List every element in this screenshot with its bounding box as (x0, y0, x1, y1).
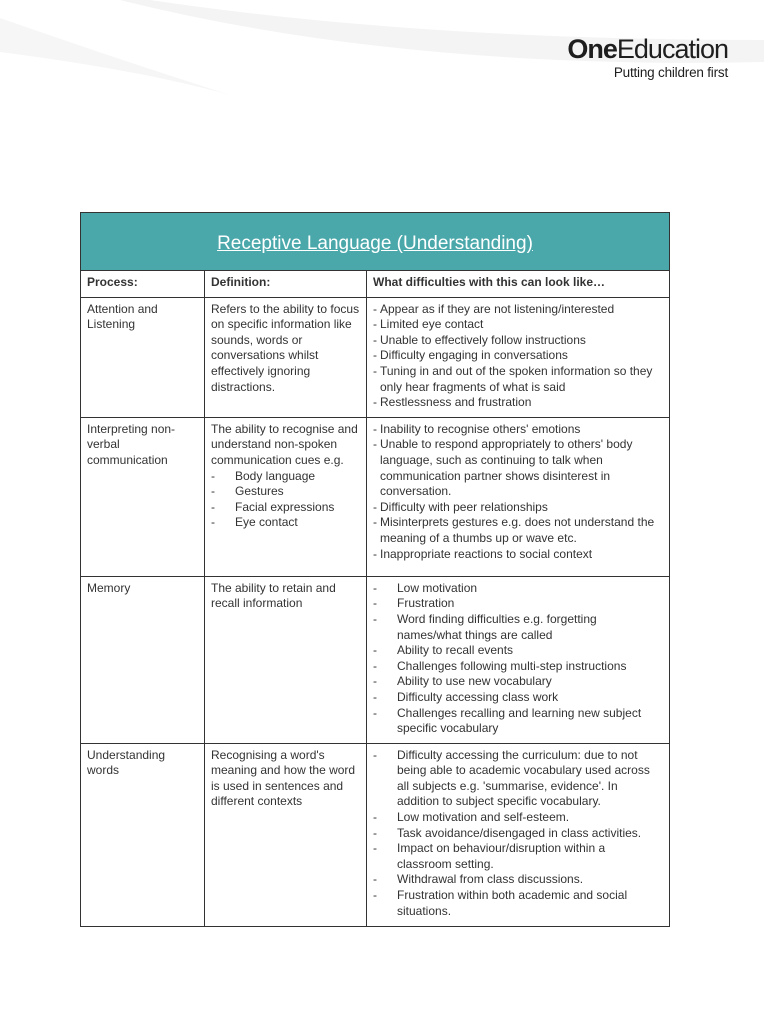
table-row (81, 297, 670, 417)
receptive-language-table (80, 212, 670, 927)
list-item: - Ability to use new vocabulary (373, 674, 663, 690)
list-item: - Challenges recalling and learning new subject specific vocabulary (373, 706, 663, 737)
list-item: - Difficulty accessing class work (373, 690, 663, 706)
list-item: - Gestures (211, 484, 360, 500)
definition-cell (205, 417, 367, 576)
definition-cell: Refers to the ability to focus on specific information like sounds, words or conversations whilst effectively ignoring distractions. (205, 297, 367, 417)
list-item: - Low motivation and self-esteem. (373, 810, 663, 826)
list-item: - Word finding difficulties e.g. forgetting names/what things are called (373, 612, 663, 643)
definition-cell: Recognising a word's meaning and how the word is used in sentences and different contexts (205, 743, 367, 926)
table-title-cell (81, 213, 670, 271)
table-row (81, 417, 670, 576)
process-cell: Understanding words (81, 743, 205, 926)
list-item: - Low motivation (373, 581, 663, 597)
list-item: - Withdrawal from class discussions. (373, 872, 663, 888)
list-item: - Limited eye contact (373, 317, 663, 333)
table-row (81, 743, 670, 926)
process-cell: Memory (81, 576, 205, 743)
list-item: - Body language (211, 469, 360, 485)
list-item: - Inappropriate reactions to social context (373, 547, 663, 563)
process-cell: Attention and Listening (81, 297, 205, 417)
list-item: - Unable to effectively follow instructions (373, 333, 663, 349)
list-item: - Frustration within both academic and social situations. (373, 888, 663, 919)
definition-text: The ability to recognise and understand non-spoken communication cues e.g. (211, 421, 358, 467)
definition-cell: The ability to retain and recall information (205, 576, 367, 743)
list-item: - Inability to recognise others' emotions (373, 422, 663, 438)
list-item: - Tuning in and out of the spoken information so they only hear fragments of what is said (373, 364, 663, 395)
table-title: Receptive Language (Understanding) (217, 233, 533, 255)
list-item: - Unable to respond appropriately to others' body language, such as continuing to talk when communication partner shows disinterest in conversation. (373, 437, 663, 499)
brand-logo (567, 34, 728, 80)
difficulties-cell (367, 743, 670, 926)
list-item: - Misinterprets gestures e.g. does not understand the meaning of a thumbs up or wave etc. (373, 515, 663, 546)
process-cell: Interpreting non-verbal communication (81, 417, 205, 576)
difficulties-cell (367, 297, 670, 417)
list-item: - Appear as if they are not listening/interested (373, 302, 663, 318)
list-item: - Difficulty accessing the curriculum: due to not being able to academic vocabulary used across all subjects e.g. 'summarise, evidence'. In addition to subject specific vocabulary. (373, 748, 663, 810)
list-item: - Difficulty with peer relationships (373, 500, 663, 516)
list-item: - Frustration (373, 596, 663, 612)
brand-tagline: Putting children first (613, 65, 728, 80)
header-definition: Definition: (205, 271, 367, 298)
list-item: - Eye contact (211, 515, 360, 531)
list-item: - Ability to recall events (373, 643, 663, 659)
table-row (81, 576, 670, 743)
list-item: - Impact on behaviour/disruption within a classroom setting. (373, 841, 663, 872)
difficulties-cell (367, 576, 670, 743)
difficulties-cell (367, 417, 670, 576)
list-item: - Difficulty engaging in conversations (373, 348, 663, 364)
list-item: - Task avoidance/disengaged in class activities. (373, 826, 663, 842)
list-item: - Facial expressions (211, 500, 360, 516)
brand-name: OneEducation (567, 34, 728, 64)
list-item: - Challenges following multi-step instructions (373, 659, 663, 675)
header-process: Process: (81, 271, 205, 298)
background-swoosh (0, 0, 764, 160)
header-difficulties: What difficulties with this can look like… (367, 271, 670, 298)
list-item: - Restlessness and frustration (373, 395, 663, 411)
